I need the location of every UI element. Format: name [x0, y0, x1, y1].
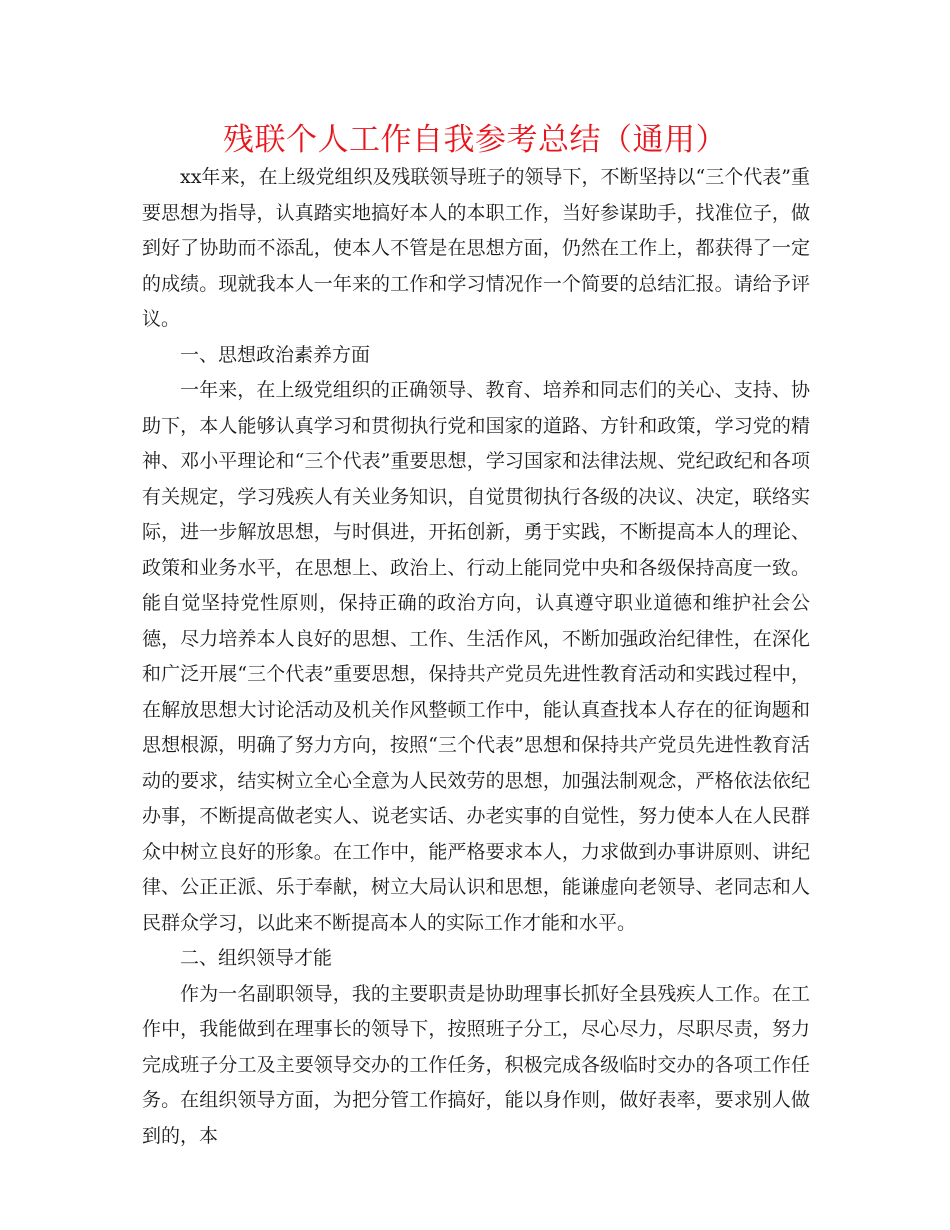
document-body [142, 160, 810, 1154]
paragraph-intro: xx年来，在上级党组织及残联领导班子的领导下，不断坚持以“三个代表”重要思想为指导，认真踏实地搞好本人的本职工作，当好参谋助手，找准位子，做到好了协助而不添乱，使本人不管是在思想方面，仍然在工作上，都获得了一定的成绩。现就我本人一年来的工作和学习情况作一个简要的总结汇报。请给予评议。 [142, 166, 810, 330]
section-heading-political: 一、思想政治素养方面 [180, 343, 371, 366]
document-title: 残联个人工作自我参考总结（通用） [223, 122, 727, 158]
section-heading-leadership: 二、组织领导才能 [180, 947, 333, 969]
paragraph-leadership: 作为一名副职领导，我的主要职责是协助理事长抓好全县残疾人工作。在工作中，我能做到在理事长的领导下，按照班子分工，尽心尽力，尽职尽责，努力完成班子分工及主要领导交办的工作任务，积极完成各级临时交办的各项工作任务。在组织领导方面，为把分管工作搞好，能以身作则，做好表率，要求别人做到的，本 [142, 982, 810, 1147]
paragraph-political: 一年来，在上级党组织的正确领导、教育、培养和同志们的关心、支持、协助下，本人能够认真学习和贯彻执行党和国家的道路、方针和政策，学习党的精神、邓小平理论和“三个代表”重要思想，学习国家和法律法规、党纪政纪和各项有关规定，学习残疾人有关业务知识，自觉贯彻执行各级的决议、决定，联络实际，进一步解放思想，与时俱进，开拓创新，勇于实践，不断提高本人的理论、政策和业务水平，在思想上、政治上、行动上能同党中央和各级保持高度一致。能自觉坚持党性原则，保持正确的政治方向，认真遵守职业道德和维护社会公德，尽力培养本人良好的思想、工作、生活作风，不断加强政治纪律性，在深化和广泛开展“三个代表”重要思想，保持共产党员先进性教育活动和实践过程中，在解放思想大讨论活动及机关作风整顿工作中，能认真查找本人存在的征询题和思想根源，明确了努力方向，按照“三个代表”思想和保持共产党员先进性教育活动的要求，结实树立全心全意为人民效劳的思想，加强法制观念，严格依法依纪办事，不断提高做老实人、说老实话、办老实事的自觉性，努力使本人在人民群众中树立良好的形象。在工作中，能严格要求本人，力求做到办事讲原则、讲纪律、公正正派、乐于奉献，树立大局认识和思想，能谦虚向老领导、老同志和人民群众学习，以此来不断提高本人的实际工作才能和水平。 [142, 379, 810, 934]
